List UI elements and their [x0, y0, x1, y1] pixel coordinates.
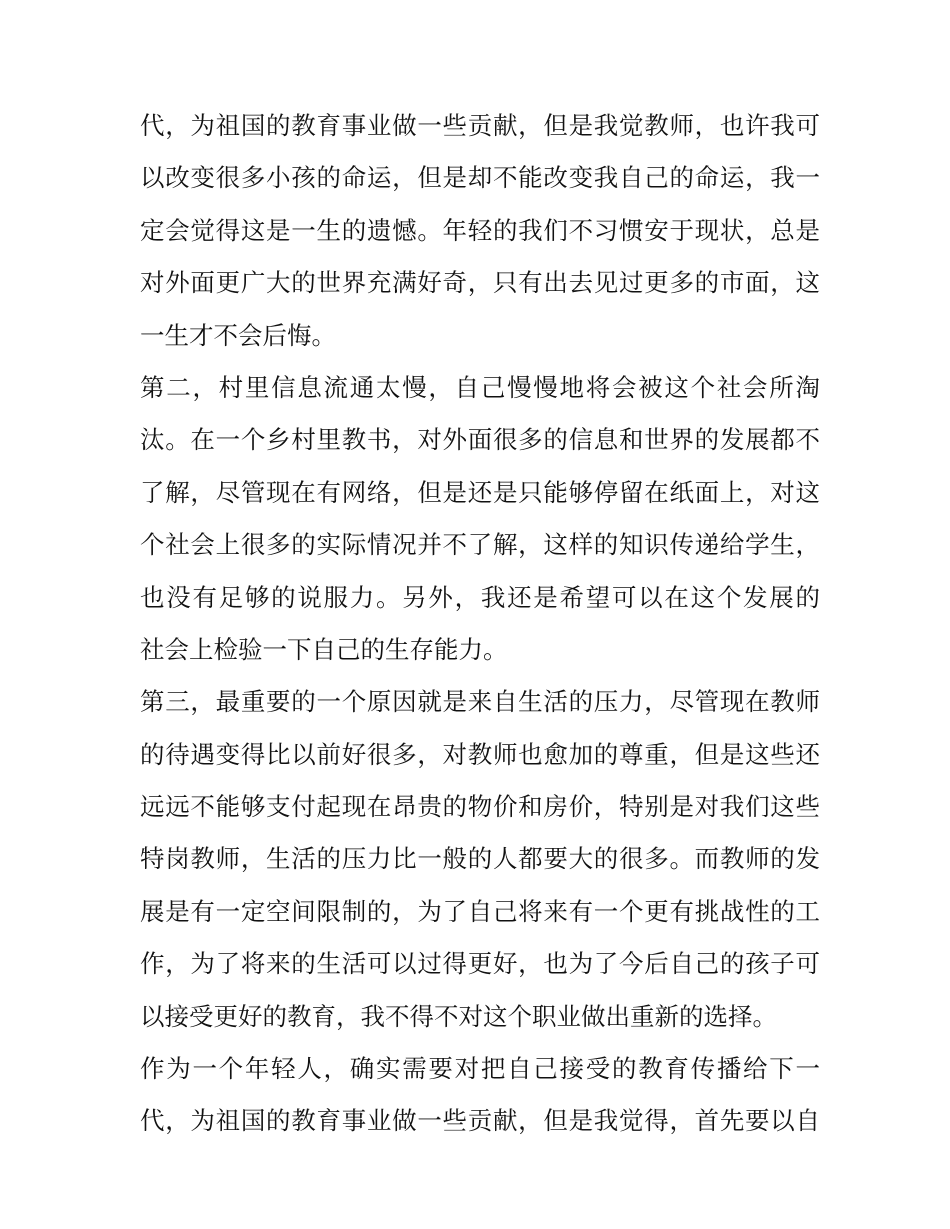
text-line: 以改变很多小孩的命运，但是却不能改变我自己的命运，我一 — [140, 163, 820, 193]
text-line: 第三，最重要的一个原因就是来自生活的压力，尽管现在教师 — [140, 687, 820, 717]
text-line: 远远不能够支付起现在昂贵的物价和房价，特别是对我们这些 — [140, 792, 820, 822]
text-line: 个社会上很多的实际情况并不了解，这样的知识传递给学生， — [140, 530, 820, 560]
text-line: 作为一个年轻人，确实需要对把自己接受的教育传播给下一 — [140, 1054, 820, 1084]
text-line: 对外面更广大的世界充满好奇，只有出去见过更多的市面，这 — [140, 268, 820, 298]
text-line: 了解，尽管现在有网络，但是还是只能够停留在纸面上，对这 — [140, 477, 820, 507]
text-line: 的待遇变得比以前好很多，对教师也愈加的尊重，但是这些还 — [140, 739, 820, 769]
text-line: 展是有一定空间限制的，为了自己将来有一个更有挑战性的工 — [140, 896, 820, 926]
text-line: 以接受更好的教育，我不得不对这个职业做出重新的选择。 — [140, 1001, 777, 1031]
text-line: 代，为祖国的教育事业做一些贡献，但是我觉得，首先要以自 — [140, 1106, 820, 1136]
text-line: 定会觉得这是一生的遗憾。年轻的我们不习惯安于现状，总是 — [140, 215, 820, 245]
text-line: 代，为祖国的教育事业做一些贡献，但是我觉教师，也许我可 — [140, 111, 820, 140]
text-line: 一生才不会后悔。 — [140, 320, 336, 350]
text-line: 作，为了将来的生活可以过得更好，也为了今后自己的孩子可 — [140, 949, 820, 979]
body-text — [140, 100, 820, 1148]
text-line: 汰。在一个乡村里教书，对外面很多的信息和世界的发展都不 — [140, 425, 820, 455]
text-line: 也没有足够的说服力。另外，我还是希望可以在这个发展的 — [140, 582, 820, 612]
text-line: 特岗教师，生活的压力比一般的人都要大的很多。而教师的发 — [140, 844, 820, 874]
text-line: 社会上检验一下自己的生存能力。 — [140, 634, 508, 664]
text-line: 第二，村里信息流通太慢，自己慢慢地将会被这个社会所淘 — [140, 372, 820, 402]
